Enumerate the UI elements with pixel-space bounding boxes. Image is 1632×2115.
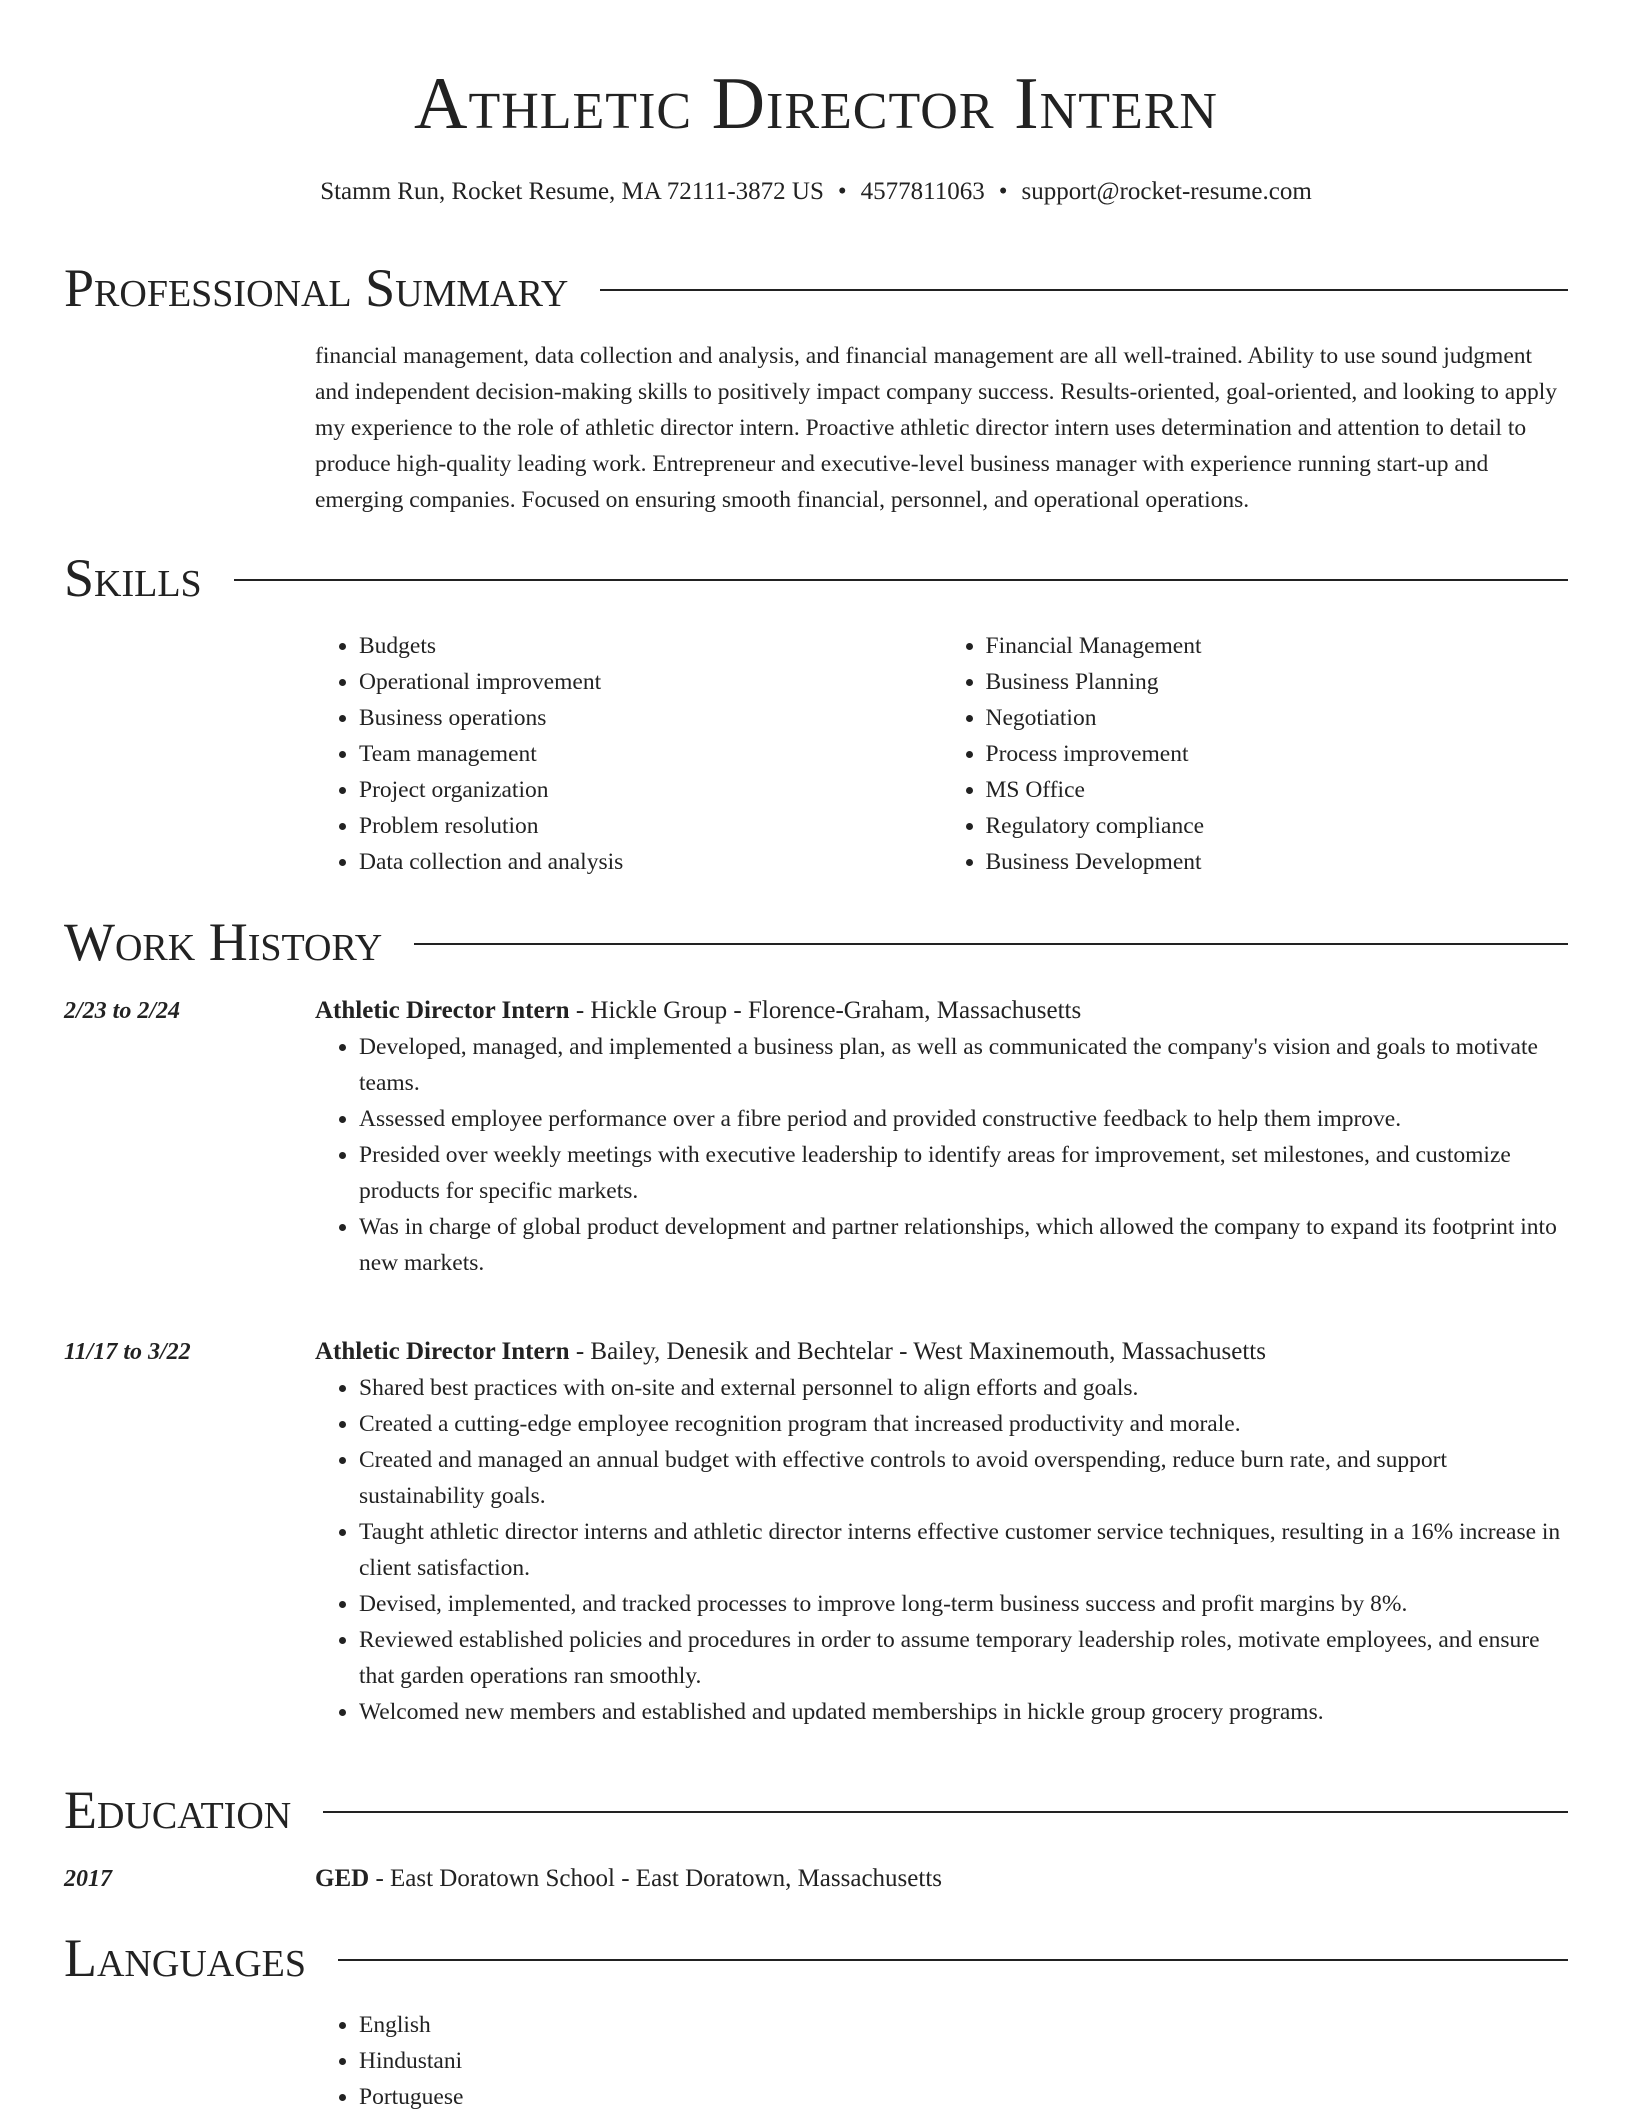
contact-separator: • [837,178,847,205]
section-title-skills: Skills [64,548,202,608]
skills-list-right [942,628,1569,880]
section-header-skills [64,548,1568,608]
contact-email[interactable]: support@rocket-resume.com [1021,178,1312,205]
job-dates: 2/23 to 2/24 [64,998,181,1024]
skill-item: • MS Office [986,772,1569,808]
job-dates: 11/17 to 3/22 [64,1339,191,1365]
languages-block [315,2007,1568,2115]
language-item: • Portuguese [359,2079,1568,2115]
contact-separator: • [998,178,1008,205]
summary-block [315,338,1568,518]
skill-item: • Operational improvement [359,664,942,700]
skill-item: • Regulatory compliance [986,808,1569,844]
contact-phone: 4577811063 [860,178,985,205]
section-rule [338,1959,1568,1961]
skill-item: • Financial Management [986,628,1569,664]
skill-item: • Team management [359,736,942,772]
job-details: - Hickle Group - Florence-Graham, Massachusetts [569,997,1082,1024]
job-bullet: • Welcomed new members and established and updated memberships in hickle group grocery programs. [359,1694,1568,1730]
section-title-summary: Professional Summary [64,258,569,318]
job-title-line [315,993,1568,1029]
skill-item: • Data collection and analysis [359,844,942,880]
section-rule [600,289,1568,291]
job-bullets [315,1370,1568,1730]
skills-block [315,628,1568,880]
section-rule [414,943,1568,945]
languages-list [315,2007,1568,2115]
skill-item: • Problem resolution [359,808,942,844]
section-header-languages [64,1928,1568,1988]
contact-line [0,176,1632,208]
education-year: 2017 [64,1866,112,1892]
job-role: Athletic Director Intern [315,997,570,1024]
job-entry [315,1334,1568,1730]
skill-item: • Process improvement [986,736,1569,772]
skill-item: • Negotiation [986,700,1569,736]
section-title-languages: Languages [64,1928,306,1988]
section-title-education: Education [64,1780,292,1840]
job-bullet: • Reviewed established policies and procedures in order to assume temporary leadership roles, motivate employees, and ensure that garden operations ran smoothly. [359,1622,1568,1694]
job-bullet: • Created a cutting-edge employee recognition program that increased productivity and morale. [359,1406,1568,1442]
job-entry [315,993,1568,1281]
section-header-work [64,912,1568,972]
contact-address: Stamm Run, Rocket Resume, MA 72111-3872 US [320,178,824,205]
section-header-education [64,1780,1568,1840]
skill-item: • Business Development [986,844,1569,880]
summary-text: financial management, data collection and analysis, and financial management are all well-trained. Ability to use sound judgment and independent decision-making skills to positively impact company success. Results-oriented, goal-oriented, and looking to apply my experience to the role of athletic director intern. Proactive athletic director intern uses determination and attention to detail to produce high-quality leading work. Entrepreneur and executive-level business manager with experience running start-up and emerging companies. Focused on ensuring smooth financial, personnel, and operational operations. [315,343,1557,513]
education-details: - East Doratown School - East Doratown, Massachusetts [369,1865,942,1892]
job-details: - Bailey, Denesik and Bechtelar - West Maxinemouth, Massachusetts [569,1338,1266,1365]
section-rule [234,579,1568,581]
job-role: Athletic Director Intern [315,1338,570,1365]
job-bullet: • Shared best practices with on-site and external personnel to align efforts and goals. [359,1370,1568,1406]
job-title-line [315,1334,1568,1370]
skill-item: • Business Planning [986,664,1569,700]
education-entry [315,1861,1568,1897]
candidate-name: Athletic Director Intern [414,63,1218,145]
job-bullet: • Developed, managed, and implemented a business plan, as well as communicated the company's vision and goals to motivate teams. [359,1029,1568,1101]
education-line [315,1861,1568,1897]
job-bullet: • Taught athletic director interns and athletic director interns effective customer service techniques, resulting in a 16% increase in client satisfaction. [359,1514,1568,1586]
education-degree: GED [315,1865,370,1892]
language-item: • English [359,2007,1568,2043]
section-header-summary [64,258,1568,318]
section-title-work: Work History [64,912,383,972]
job-bullet: • Devised, implemented, and tracked processes to improve long-term business success and profit margins by 8%. [359,1586,1568,1622]
job-bullet: • Created and managed an annual budget with effective controls to avoid overspending, reduce burn rate, and support sustainability goals. [359,1442,1568,1514]
skill-item: • Budgets [359,628,942,664]
job-bullet: • Assessed employee performance over a fibre period and provided constructive feedback to help them improve. [359,1101,1568,1137]
job-bullet: • Was in charge of global product development and partner relationships, which allowed the company to expand its footprint into new markets. [359,1209,1568,1281]
skills-list-left [315,628,942,880]
job-bullets [315,1029,1568,1281]
job-bullet: • Presided over weekly meetings with executive leadership to identify areas for improvement, set milestones, and customize products for specific markets. [359,1137,1568,1209]
section-rule [323,1811,1568,1813]
language-item: • Hindustani [359,2043,1568,2079]
skill-item: • Project organization [359,772,942,808]
skill-item: • Business operations [359,700,942,736]
